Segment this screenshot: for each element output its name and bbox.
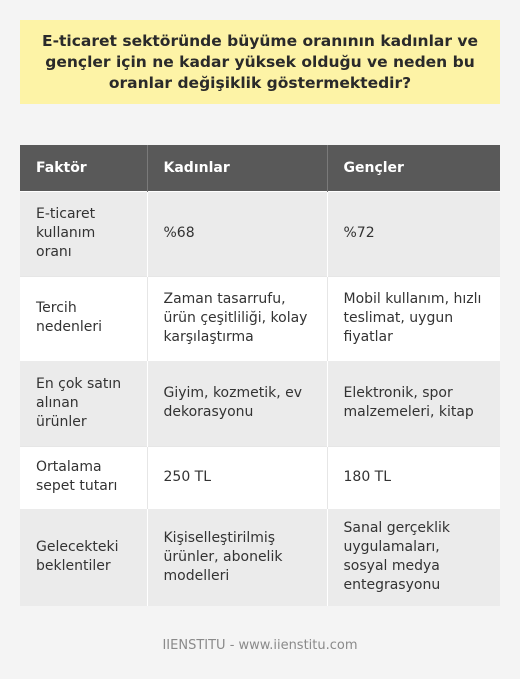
youth-cell: Mobil kullanım, hızlı teslimat, uygun fiyatlar — [327, 276, 500, 360]
youth-cell: Elektronik, spor malzemeleri, kitap — [327, 360, 500, 446]
table-header-row — [20, 145, 500, 191]
page-title: E-ticaret sektöründe büyüme oranının kadınlar ve gençler için ne kadar yüksek olduğu ve neden bu oranlar değişiklik göstermektedir? — [41, 31, 479, 92]
table-row — [20, 276, 500, 360]
women-cell: Zaman tasarrufu, ürün çeşitliliği, kolay karşılaştırma — [147, 276, 327, 360]
women-cell: 250 TL — [147, 446, 327, 508]
women-cell: Kişiselleştirilmiş ürünler, abonelik modelleri — [147, 508, 327, 606]
column-header-factor: Faktör — [20, 145, 147, 191]
factor-cell: E-ticaret kullanım oranı — [20, 191, 147, 276]
youth-cell: %72 — [327, 191, 500, 276]
youth-cell: 180 TL — [327, 446, 500, 508]
women-cell: %68 — [147, 191, 327, 276]
column-header-women: Kadınlar — [147, 145, 327, 191]
table-row — [20, 508, 500, 606]
women-cell: Giyim, kozmetik, ev dekorasyonu — [147, 360, 327, 446]
factor-cell: Ortalama sepet tutarı — [20, 446, 147, 508]
column-header-youth: Gençler — [327, 145, 500, 191]
footer-credit: IIENSTITU - www.iienstitu.com — [162, 638, 358, 653]
factor-cell: Tercih nedenleri — [20, 276, 147, 360]
table-row — [20, 360, 500, 446]
comparison-table — [20, 145, 500, 606]
youth-cell: Sanal gerçeklik uygulamaları, sosyal medya entegrasyonu — [327, 508, 500, 606]
title-banner — [20, 20, 500, 104]
table-row — [20, 191, 500, 276]
factor-cell: Gelecekteki beklentiler — [20, 508, 147, 606]
table-row — [20, 446, 500, 508]
factor-cell: En çok satın alınan ürünler — [20, 360, 147, 446]
